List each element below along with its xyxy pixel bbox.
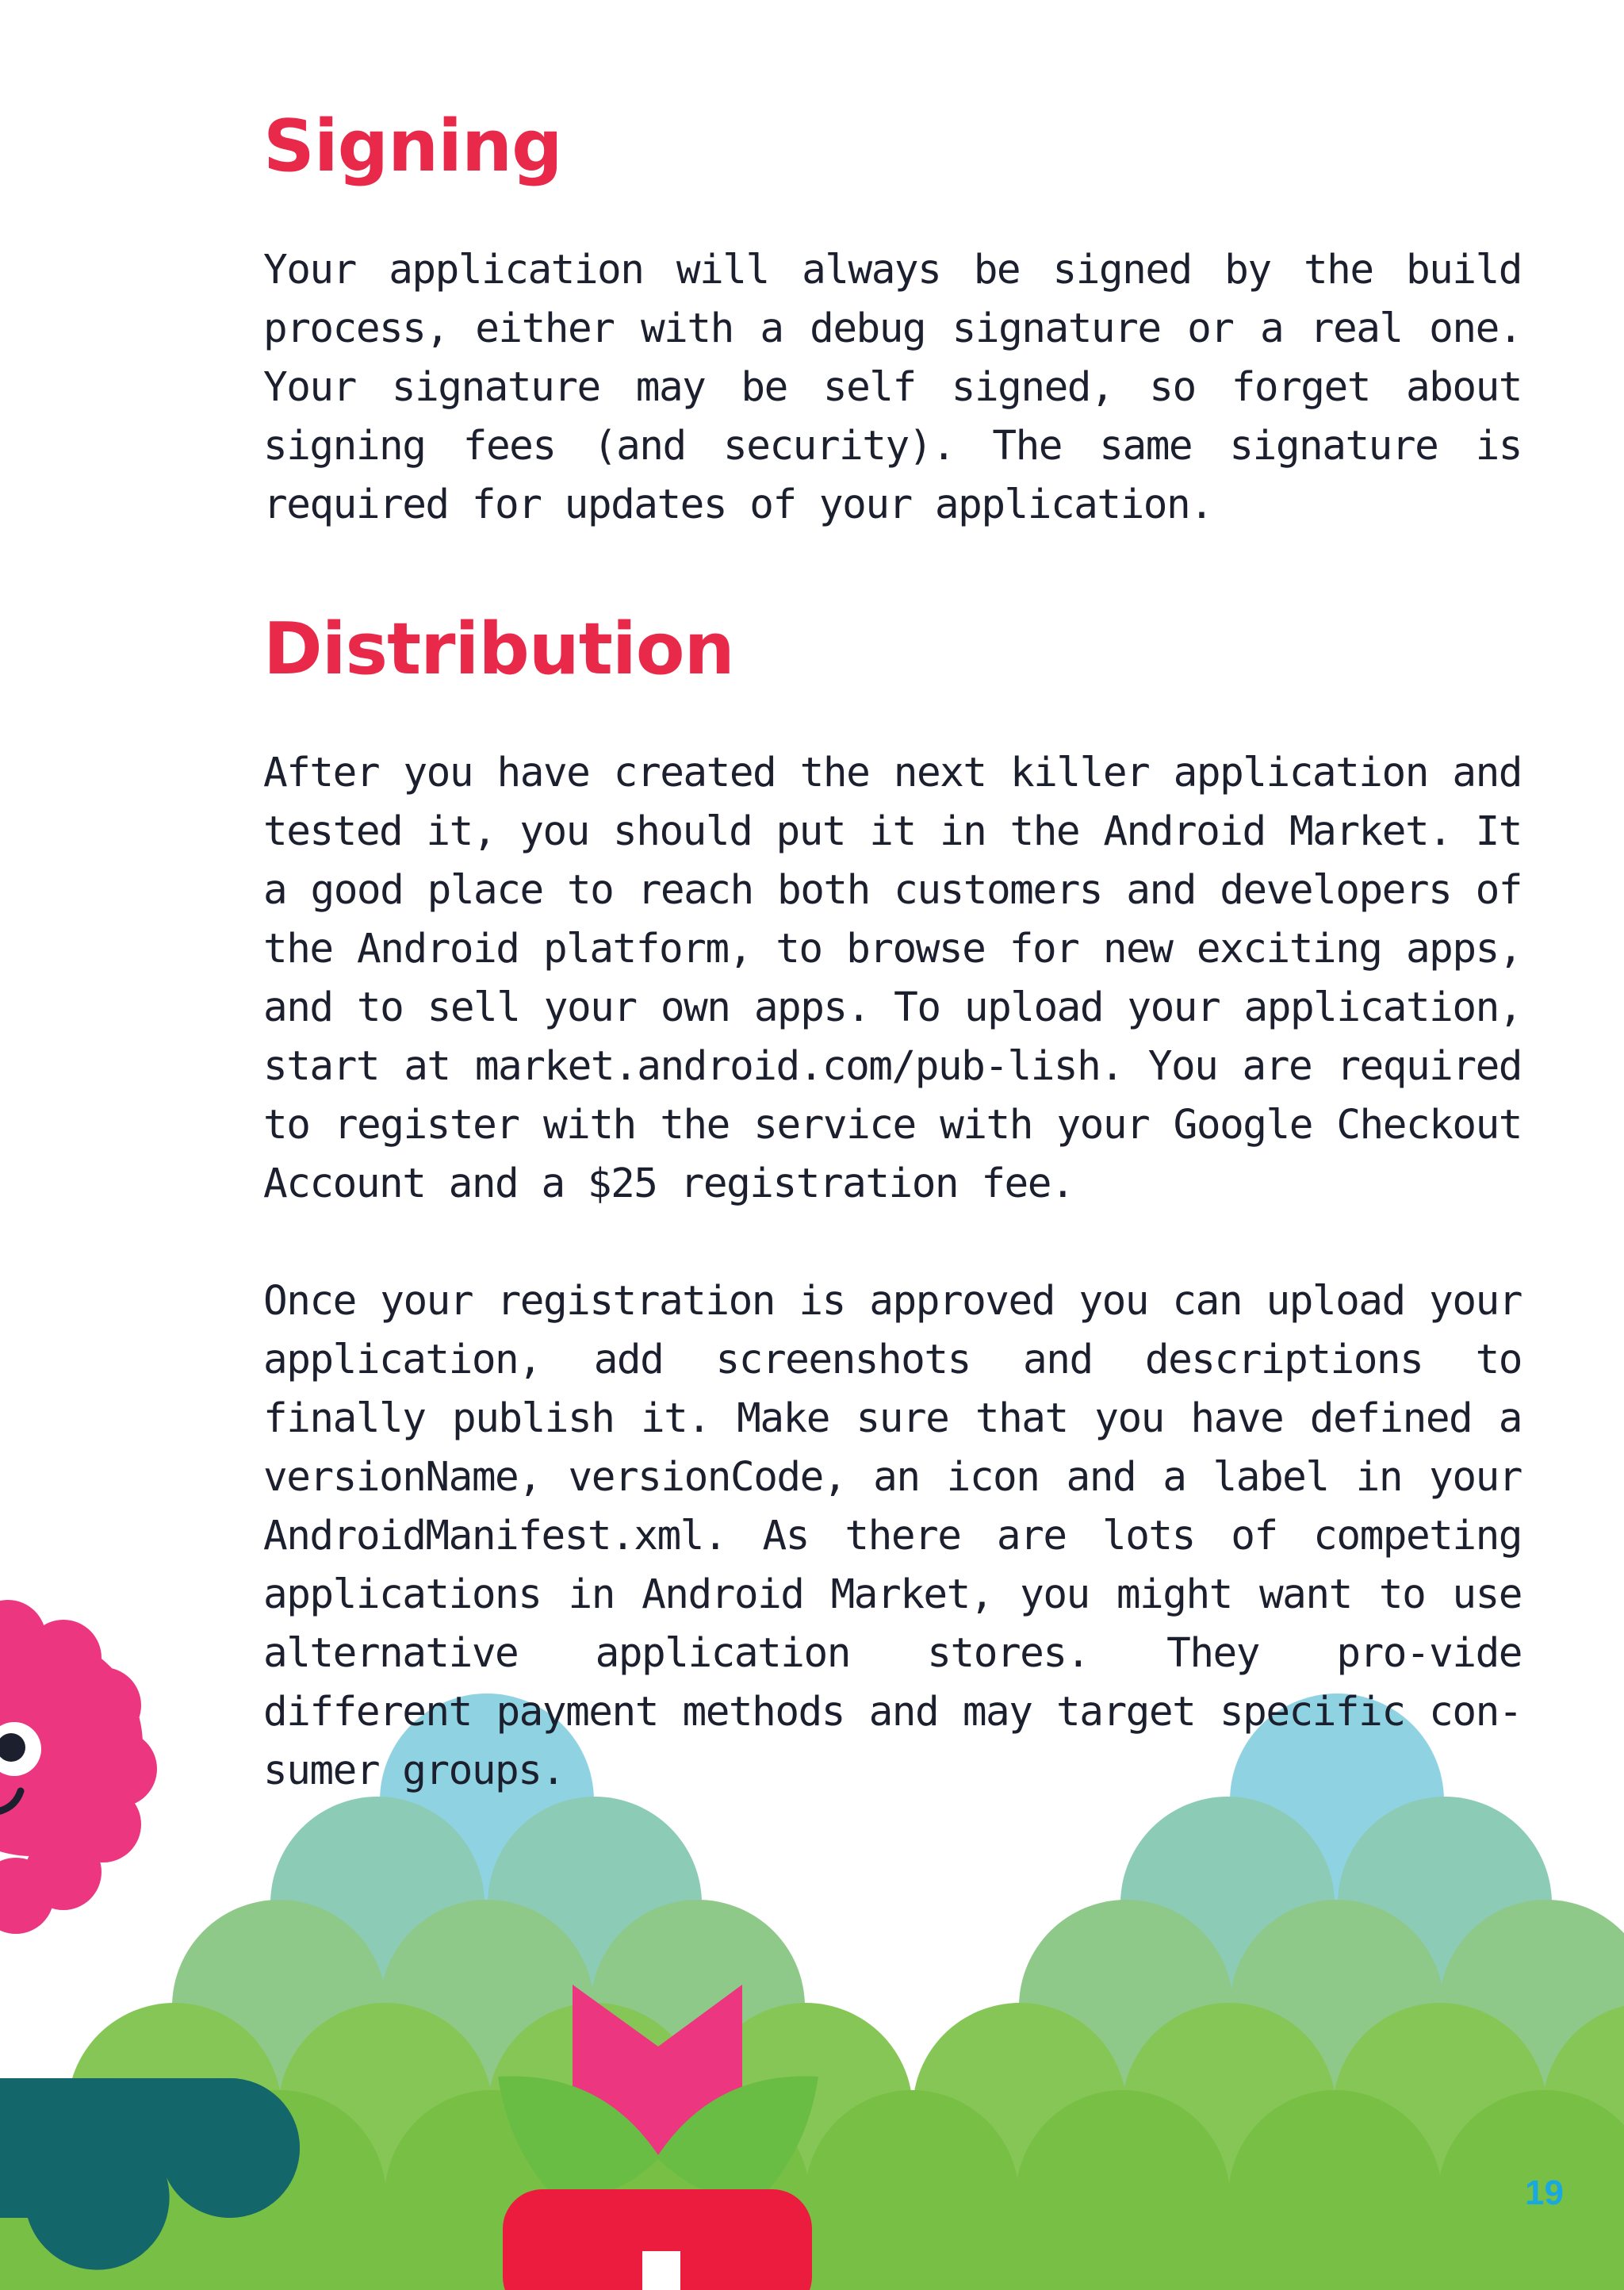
section-heading-signing: Signing xyxy=(263,105,562,188)
page-number: 19 xyxy=(1525,2173,1564,2212)
paragraph-distribution-2: Once your registration is approved you can upload your application, add screenshots and descriptions to finally publish it. Make sure that you have defined a versionName, versionCode, an icon and a label in your AndroidManifest.xml. As there are lots of competing applications in Android Market, you might want to use alternative application stores. They pro-vide different payment methods and may target specific con-sumer groups. xyxy=(263,1278,1522,1794)
paragraph-distribution-1: After you have created the next killer application and tested it, you should put it in the Android Market. It a good place to reach both customers and developers of the Android platform, to browse for new exciting apps, and to sell your own apps. To upload your application, start at market.android.com/pub-lish. You are required to register with the service with your Google Checkout Account and a $25 registration fee. xyxy=(263,750,1522,1207)
page-content xyxy=(263,95,1522,1801)
paragraph-signing: Your application will always be signed by the build process, either with a debug signature or a real one. Your signature may be self signed, so forget about signing fees (and security). The same signature is required for updates of your application. xyxy=(263,247,1522,528)
pink-monster-icon xyxy=(0,1600,157,1934)
section-heading-distribution: Distribution xyxy=(263,608,734,691)
